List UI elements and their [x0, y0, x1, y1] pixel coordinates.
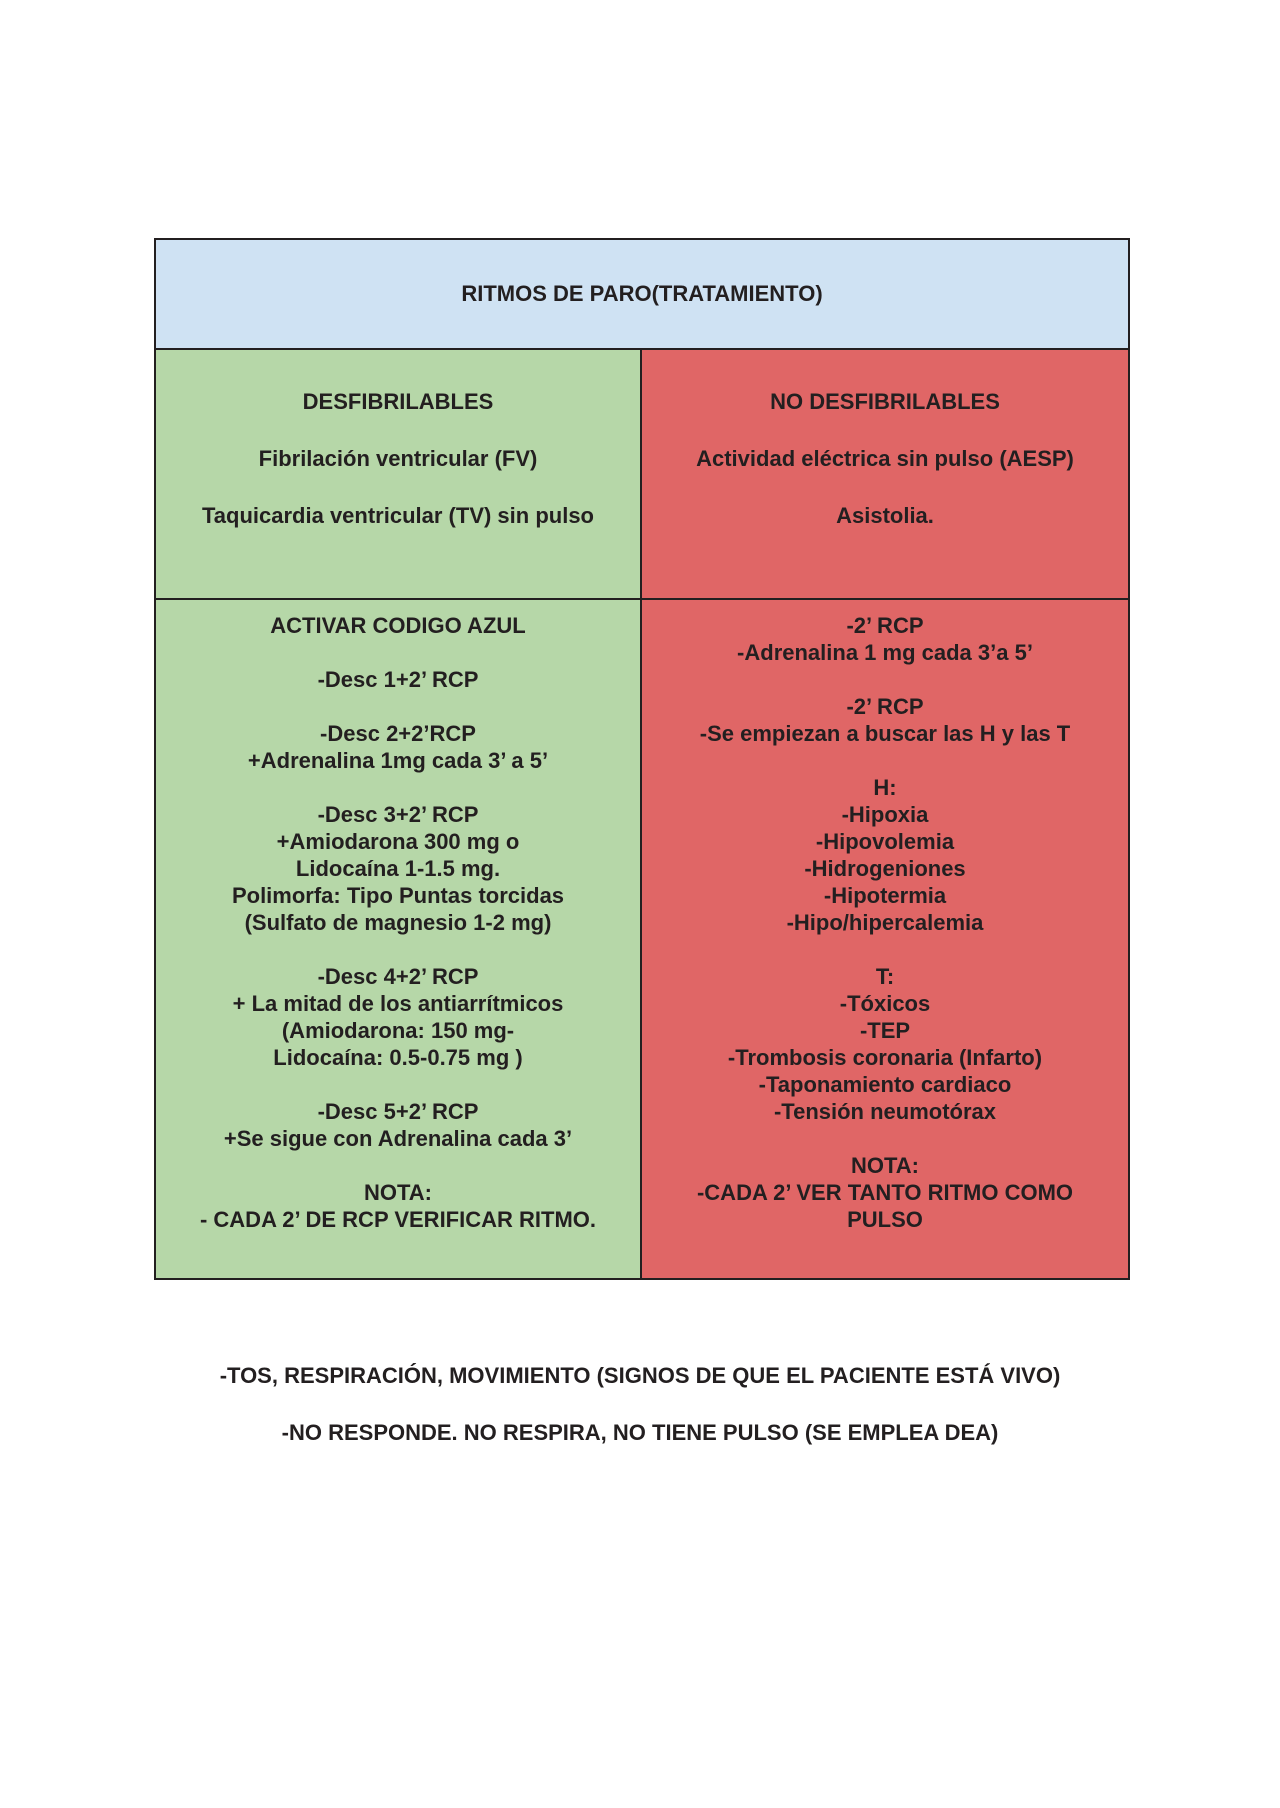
- shockable-treatment-line: -Desc 5+2’ RCP: [317, 1099, 479, 1124]
- spacer: [156, 1071, 640, 1098]
- spacer: [642, 747, 1128, 774]
- shockable-treatment-line: +Se sigue con Adrenalina cada 3’: [223, 1126, 573, 1151]
- non-shockable-treatment-line: -2’ RCP: [846, 613, 924, 638]
- shockable-treatment-line: Polimorfa: Tipo Puntas torcidas: [231, 883, 565, 908]
- spacer: [156, 693, 640, 720]
- shockable-cell: [156, 350, 642, 598]
- shockable-treatment-line: Lidocaína: 0.5-0.75 mg ): [273, 1045, 523, 1070]
- shockable-treatment-line: -Desc 4+2’ RCP: [317, 964, 479, 989]
- non-shockable-treatment-line: -Tóxicos: [839, 991, 931, 1016]
- footer-line-use-aed: -NO RESPONDE. NO RESPIRA, NO TIENE PULSO (SE EMPLEA DEA): [281, 1420, 999, 1445]
- non-shockable-treatment-line: T:: [875, 964, 895, 989]
- non-shockable-treatment-line: -Taponamiento cardiaco: [758, 1072, 1012, 1097]
- non-shockable-treatment-line: -Adrenalina 1 mg cada 3’a 5’: [737, 640, 1033, 665]
- shockable-treatment-line: +Amiodarona 300 mg o: [276, 829, 520, 854]
- non-shockable-treatment-line: -Hipoxia: [841, 802, 929, 827]
- shockable-treatment-line: Lidocaína 1-1.5 mg.: [295, 856, 501, 881]
- non-shockable-treatment-cell: [642, 600, 1128, 1278]
- non-shockable-treatment-line: -Trombosis coronaria (Infarto): [727, 1045, 1043, 1070]
- non-shockable-treatment-line: -CADA 2’ VER TANTO RITMO COMO: [696, 1180, 1074, 1205]
- spacer: [642, 1125, 1128, 1152]
- non-shockable-treatment-line: -TEP: [859, 1018, 911, 1043]
- non-shockable-treatment-line: H:: [873, 775, 897, 800]
- shockable-treatment-line: +Adrenalina 1mg cada 3’ a 5’: [247, 748, 549, 773]
- non-shockable-treatment-line: -Hipovolemia: [815, 829, 955, 854]
- shockable-treatment-line: -Desc 3+2’ RCP: [317, 802, 479, 827]
- non-shockable-treatment-line: PULSO: [847, 1207, 923, 1232]
- non-shockable-treatment-line: -Hipo/hipercalemia: [786, 910, 984, 935]
- shockable-treatment-line: (Amiodarona: 150 mg-: [281, 1018, 515, 1043]
- table-title: RITMOS DE PARO(TRATAMIENTO): [156, 240, 1128, 350]
- shockable-item: Fibrilación ventricular (FV): [258, 446, 538, 471]
- spacer: [642, 666, 1128, 693]
- non-shockable-item: Actividad eléctrica sin pulso (AESP): [696, 446, 1074, 471]
- shockable-treatment-line: - CADA 2’ DE RCP VERIFICAR RITMO.: [199, 1207, 597, 1232]
- shockable-treatment-line: (Sulfato de magnesio 1-2 mg): [244, 910, 552, 935]
- spacer: [156, 639, 640, 666]
- spacer: [642, 936, 1128, 963]
- shockable-treatment-line: NOTA:: [363, 1180, 433, 1205]
- non-shockable-treatment-line: -Se empiezan a buscar las H y las T: [699, 721, 1071, 746]
- non-shockable-treatment-line: -Hipotermia: [823, 883, 947, 908]
- non-shockable-treatment-line: -2’ RCP: [846, 694, 924, 719]
- non-shockable-heading: NO DESFIBRILABLES: [770, 389, 1000, 414]
- non-shockable-treatment-line: NOTA:: [850, 1153, 920, 1178]
- rhythm-types-row: [156, 350, 1128, 600]
- footer-line-signs-of-life: -TOS, RESPIRACIÓN, MOVIMIENTO (SIGNOS DE QUE EL PACIENTE ESTÁ VIVO): [219, 1363, 1061, 1388]
- non-shockable-treatment-line: -Hidrogeniones: [804, 856, 966, 881]
- spacer: [156, 936, 640, 963]
- non-shockable-cell: [642, 350, 1128, 598]
- arrest-rhythms-table: [154, 238, 1130, 1280]
- shockable-treatment-cell: [156, 600, 642, 1278]
- shockable-treatment-line: + La mitad de los antiarrítmicos: [232, 991, 564, 1016]
- shockable-heading: DESFIBRILABLES: [302, 389, 494, 414]
- shockable-treatment-line: -Desc 2+2’RCP: [320, 721, 476, 746]
- shockable-treatment-line: -Desc 1+2’ RCP: [317, 667, 479, 692]
- treatment-row: [156, 600, 1128, 1278]
- shockable-item: Taquicardia ventricular (TV) sin pulso: [201, 503, 594, 528]
- spacer: [156, 1152, 640, 1179]
- non-shockable-item: Asistolia.: [836, 503, 934, 528]
- spacer: [156, 774, 640, 801]
- shockable-treatment-line: ACTIVAR CODIGO AZUL: [270, 613, 526, 638]
- non-shockable-treatment-line: -Tensión neumotórax: [773, 1099, 997, 1124]
